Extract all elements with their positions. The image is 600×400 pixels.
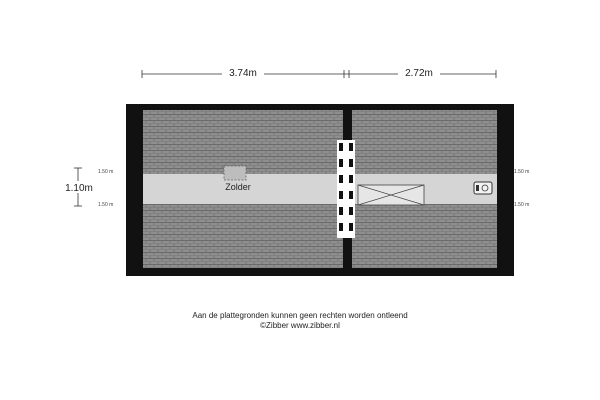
boiler-icon bbox=[474, 182, 492, 194]
top-dimension-line bbox=[142, 70, 496, 78]
installation-unit bbox=[358, 185, 424, 205]
footer-copyright: ©Zibber www.zibber.nl bbox=[260, 321, 340, 330]
dimension-left-upper: 1.50 m bbox=[98, 169, 114, 175]
dimension-top-right: 2.72m bbox=[405, 68, 433, 79]
room-label-zolder: Zolder bbox=[225, 182, 251, 192]
hatch bbox=[224, 166, 246, 180]
footer-disclaimer: Aan de plattegronden kunnen geen rechten worden ontleend bbox=[192, 311, 408, 320]
dimension-left-vertical: 1.10m bbox=[65, 183, 93, 194]
dimension-right-upper: 1.50 m bbox=[514, 169, 530, 175]
dimension-left-lower: 1.50 m bbox=[98, 202, 114, 208]
dimension-top-left: 3.74m bbox=[229, 68, 257, 79]
dimension-right-lower: 1.50 m bbox=[514, 202, 530, 208]
